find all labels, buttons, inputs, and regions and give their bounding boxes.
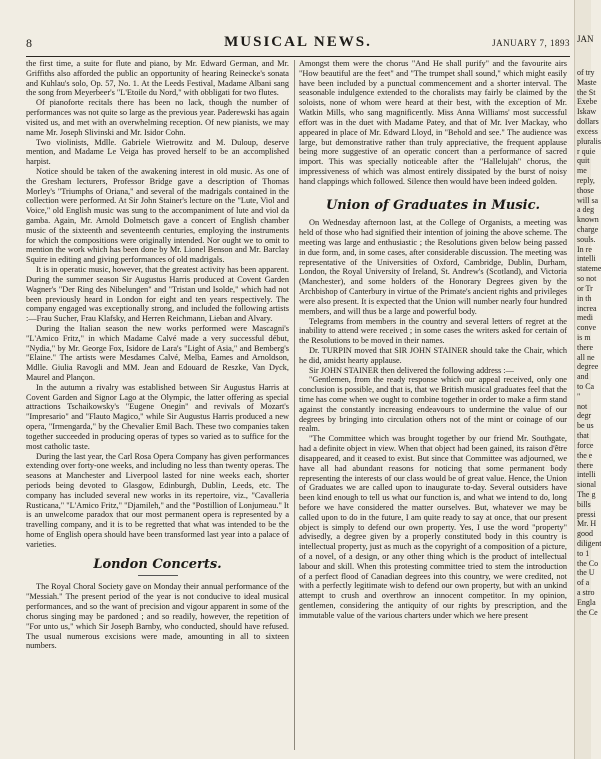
page-number: 8 <box>26 36 32 50</box>
edge-fragment: " <box>577 391 581 401</box>
edge-fragment: degr <box>577 411 592 421</box>
paragraph: Two violinists, Mdlle. Gabriele Wietrowitz and M. Duloup, deserve mention, and Madame Le Veiga has proved herself to be an accomplished harpist. <box>26 137 289 167</box>
edge-fragment: the St <box>577 87 596 97</box>
edge-fragment: reply, <box>577 175 595 185</box>
edge-fragment: Exebe <box>577 97 597 107</box>
edge-fragment: the U <box>577 568 595 578</box>
paragraph: Of pianoforte recitals there has been no lack, though the number of performances was not quite so large as the previous year. Paderewski has again visited us, and met with an overwhelming reception. Of new pianists, we may name Mr. Joseph Slivinski and Mr. Isidor Cohn. <box>26 98 289 137</box>
edge-fragment: there <box>577 460 593 470</box>
edge-fragment: not <box>577 401 588 411</box>
edge-fragment: and <box>577 372 589 382</box>
section-heading-union-of-graduates: Union of Graduates in Music. <box>325 197 541 213</box>
paragraph: Notice should be taken of the awakening interest in old music. As one of the Gresham lecturers, Professor Bridge gave a description of Thomas Morley's "Triumphs of Oriana," and several of the madrigals contained in the collection were performed. At Sir John Stainer's lecture on the "Lute, Viol and Voice," old English music was sung to the accompaniment of lute and viol da gamba. Again, Mr. Arnold Dolmetsch gave a concert of English chamber music of the sixteenth and seventeenth centuries, employing the instruments for which the compositions were originally intended. Nor ought we to omit to mention the work which has been done by Mr. Lionel Benson and Mr. Barclay Squire in editing and giving performances of old madrigals. <box>26 166 289 265</box>
edge-fragment: all ne <box>577 352 595 362</box>
edge-fragment: a deg <box>577 205 595 215</box>
edge-fragment: is m <box>577 332 591 342</box>
edge-fragment: bills <box>577 499 591 509</box>
paragraph: During the Italian season the new works performed were Mascagni's "L'Amico Fritz," in which Madame Calvé made a very successful début, "Nydia," by Mr. George Fox, Isidore de Lara's "Light of Asia," and Bemberg's "Elaine." The artists were Mesdames Calvé, Melba, Eames and Arnoldson, Mdlle. Giulia Ravogli and MM. Jean and Edouard de Reszke, Van Dyck, Maurel and Plançon. <box>26 323 289 382</box>
edge-fragment: pressi <box>577 509 596 519</box>
column-left <box>26 59 289 651</box>
edge-fragment: Mr. H <box>577 519 597 529</box>
paragraph: the first time, a suite for flute and piano, by Mr. Edward German, and Mr. Griffiths also afforded the public an opportunity of hearing Reinecke's sonata and Kuhlau's solo, Op. 57, No. 1. At the Leeds Festival, Madame Albani sang the song from Meyerbeer's "L'Etoile du Nord," with obbligati for two flutes. <box>26 59 289 98</box>
edge-fragment: quit <box>577 156 590 166</box>
paragraph: "Gentlemen, from the ready response which our appeal received, only one conclusion is possible, and that is, that we British musical graduates feel that the time has come when we ought to combine together in order to make a firm stand against the constantly increasing endeavours to undermine the value of our degrees by bringing into circulation others not of the mint or coinage of our realm. <box>299 375 567 434</box>
paragraph: During the last year, the Carl Rosa Opera Company has given performances extending over forty-one weeks, and including no less than twenty operas. The seasons at Manchester and Liverpool lasted for nine weeks each, shorter periods being devoted to Glasgow, Edinburgh, Dublin, Leeds, etc. The company has included several new works in its repertoire, viz., "Cavalleria Rusticana," "L'Amico Fritz," "Djamileh," and the "Postillion of Lonjumeau." It is an unwelcome paradox that our most permanent opera is represented by a travelling company, and it is to be regretted that what was intended to be the home of English opera should have been transformed last year into a palace of varieties. <box>26 451 289 549</box>
edge-fragment: medi <box>577 313 593 323</box>
edge-fragment: degree <box>577 362 599 372</box>
edge-fragment: known <box>577 215 599 225</box>
edge-fragment: The g <box>577 489 596 499</box>
edge-fragment: the e <box>577 450 593 460</box>
paragraph: Dr. TURPIN moved that SIR JOHN STAINER should take the Chair, which he did, amidst hearty applause. <box>299 345 567 365</box>
edge-fragment: those <box>577 185 594 195</box>
edge-fragment: In re <box>577 244 592 254</box>
paragraph: In the autumn a rivalry was established between Sir Augustus Harris at Covent Garden and Signor Lago at the Olympic, the latter offering as special attractions Tschaikowsky's "Eugene Onegin" and revivals of Mozart's "Impresario" and "Flauto Magico," while Sir Augustus Harris produced a new opera, "Irmengarda," by the Chevalier Emil Bach. These two companies taken together succeeded in producing operas of types so varied as to suffice for the most catholic taste. <box>26 382 289 451</box>
issue-date: JANUARY 7, 1893 <box>492 38 570 48</box>
paragraph: "The Committee which was brought together by our friend Mr. Southgate, had a definite object in view. When that object had been gained, its raison d'être disappeared, and it ceased to exist. But since that Committee was adjourned, we have all had abundant reasons for noticing that some permanent body representing the interests of our class would be of great value. Hence, the Union of Graduates we are called upon to inaugurate to-day. Several outsiders have been kind enough to tell us what our function is, and what we intend to do, long before we have considered the matter ourselves. But, whatever we may be called upon to do in the future, I am quite ready to say at once, that our present object is simply to defend our own property. Yes, I use the word "property" advisedly, a degree given by a properly constituted body in this country is intellectual property, just as much as the copyright of a composition of a picture, of a novel, of a design, or any other thing which is the product of intellectual labour and skill. When this protesting committee tried to stem the introduction of a perfect flood of Canadian degrees into this country, we were credited, not with a perfectly legitimate wish to defend our own property, but with an unkind attempt to crush and overthrow an innocent competitor. In my opinion, gentlemen, considering the antiquity of our rights by prescription, and the immutable value of the various charters under which we here present <box>299 434 567 620</box>
column-divider <box>294 60 295 750</box>
edge-fragment: good <box>577 529 593 539</box>
heading-rule <box>138 575 178 576</box>
edge-fragment: force <box>577 440 594 450</box>
edge-fragment: of try <box>577 68 595 77</box>
paragraph: Sir JOHN STAINER then delivered the following address :— <box>309 365 514 375</box>
edge-fragment: conve <box>577 323 597 333</box>
edge-fragment: Iskaw <box>577 107 597 117</box>
column-right <box>299 59 567 621</box>
edge-fragment: will sa <box>577 195 599 205</box>
edge-fragment: increa <box>577 303 597 313</box>
edge-fragment: there <box>577 342 593 352</box>
edge-fragment: stateme <box>577 264 601 274</box>
edge-fragment: souls. <box>577 234 596 244</box>
paragraph: It is in operatic music, however, that the greatest activity has been apparent. During the summer season Sir Augustus Harris produced at Covent Garden Wagner's "Der Ring des Nibelungen" and "Tristan und Isolde," which had not been previously heard in London for eight and ten years respectively. The company engaged was exceptionally strong, and included the following artists :—Frau Sucher, Frau Klafsky, and Herren Reichmann, Lieban and Alvary. <box>26 265 289 324</box>
edge-fragment: so not <box>577 274 597 284</box>
adjacent-page-edge <box>574 0 601 759</box>
edge-fragment: intelli <box>577 254 596 264</box>
edge-fragment: intelli <box>577 470 596 480</box>
edge-fragment: r quie <box>577 146 596 156</box>
page-header <box>26 34 570 54</box>
edge-fragment: or Tr <box>577 283 593 293</box>
header-rule <box>26 56 570 57</box>
edge-fragment: to Ca <box>577 382 595 391</box>
edge-fragment: that <box>577 431 589 441</box>
edge-fragment: of a <box>577 578 590 588</box>
edge-fragment: diligent <box>577 539 601 548</box>
edge-fragment: sional <box>577 480 597 490</box>
edge-fragment: Maste <box>577 77 597 87</box>
edge-fragment-list <box>575 44 601 618</box>
masthead: MUSICAL NEWS. <box>224 34 372 50</box>
edge-fragment: in th <box>577 293 592 303</box>
edge-fragment: excess <box>577 126 598 136</box>
paragraph: Telegrams from members in the country and several letters of regret at the inability to attend were received ; in some cases the writers asked for certain of the Resolutions to be moved in their names. <box>299 316 567 346</box>
edge-fragment: dollars <box>577 117 599 127</box>
paragraph: The Royal Choral Society gave on Monday their annual performance of the "Messiah." The present period of the year is not conducive to ideal musical performances, and so the want of precision and vigour apparent in some of the chorus singing may be pardoned ; and so readily, however, the repetition of "For unto us," which Sir Joseph Barnby, who conducted, should have refused. The usual numerous excisions were made, amounting in all to sixteen numbers. <box>26 582 289 651</box>
edge-fragment: me <box>577 166 587 176</box>
section-heading-london-concerts: London Concerts. <box>93 556 222 572</box>
edge-fragment: to 1 <box>577 548 590 558</box>
edge-fragment: Engla <box>577 597 596 607</box>
edge-fragment: the Ce <box>577 607 598 617</box>
edge-fragment: a stro <box>577 588 595 598</box>
paragraph: Amongst them were the chorus "And He shall purify" and the favourite airs "How beautiful are the feet" and "The trumpet shall sound," which might easily have been included by a punctual commencement and a shorter interval. The seasonable indulgence extended to the choralists may fairly be claimed by the soloists, none of whom were heard at their best, with the exception of Mr. Watkin Mills, who sang magnificently. Miss Anna Williams' most successful effort was in the duet with Madame Patey, and that of Mr. Iver Mackay, who appeared in place of Mr. Edward Lloyd, in "Behold and see." The audience was large, but demonstrative rather than truly appreciative, the frequent applause being more suggestive of an operatic concert than a performance of sacred import. This was specially noticeable after the "Hallelujah" chorus, the impressiveness of which was almost entirely dissipated by the burst of noisy hand clappings which followed. Silence then would have been indeed golden. <box>299 59 567 186</box>
edge-fragment: the Co <box>577 558 599 568</box>
edge-fragment: JAN <box>577 34 594 44</box>
edge-fragment: charge <box>577 225 599 234</box>
edge-fragment: pluralis <box>577 136 601 146</box>
edge-fragment: be us <box>577 421 594 431</box>
paragraph: On Wednesday afternoon last, at the College of Organists, a meeting was held of those who had signified their intention of joining the above scheme. The meeting was large and enthusiastic ; the Resolutions given below being passed in due form, and, in some cases, after considerable discussion. The meeting was representative of the Universities of Oxford, Cambridge, Dublin, Durham, London, the Royal University of Ireland, St. Andrew's (Scotland), and Victoria (Manchester), and some holders of the Honorary Degrees given by the Archbishop of Canterbury in virtue of the Primate's ancient rights and privileges were also present. It is expected that the Union will number nearly four hundred members, and will thus be a large and powerful body. <box>299 218 567 316</box>
